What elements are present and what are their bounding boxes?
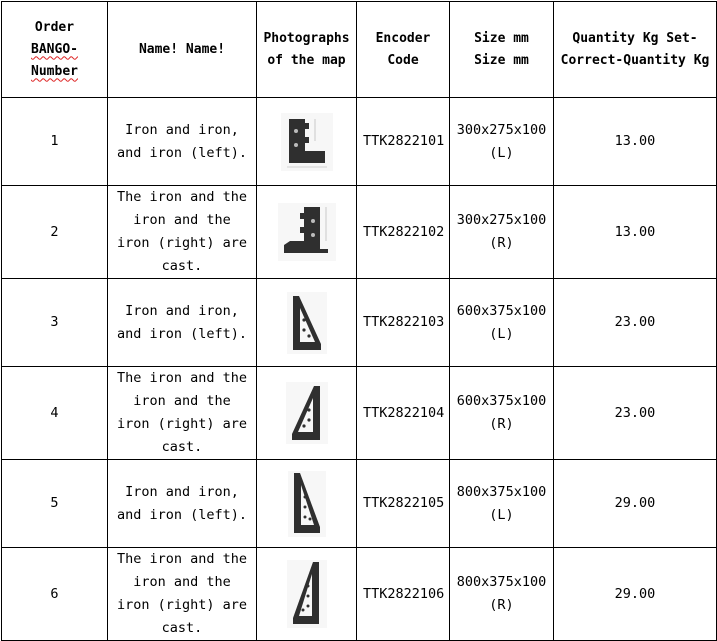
header-quantity: Quantity Kg Set-Correct-Quantity Kg [554, 2, 717, 98]
header-name: Name! Name! [108, 2, 257, 98]
encoder-code-cell: TTK2822106 [357, 548, 450, 641]
table-row [2, 279, 717, 367]
header-photo: Photographs of the map [257, 2, 357, 98]
order-number-cell: 4 [2, 367, 108, 460]
size-cell [450, 367, 554, 460]
photo-cell [257, 367, 357, 460]
weight-cell: 23.00 [554, 367, 717, 460]
header-row [2, 2, 717, 98]
header-code: Encoder Code [357, 2, 450, 98]
size-side: (L) [489, 506, 514, 523]
order-number-cell: 3 [2, 279, 108, 367]
photo-cell [257, 279, 357, 367]
size-cell [450, 548, 554, 641]
order-number-cell: 2 [2, 186, 108, 279]
table-row [2, 186, 717, 279]
product-name-cell: The iron and the iron and the iron (right) are cast. [108, 548, 257, 641]
size-value: 300x275x100 [456, 212, 547, 228]
encoder-code-cell: TTK2822105 [357, 460, 450, 548]
product-spec-table [1, 1, 717, 641]
product-name-cell: Iron and iron, and iron (left). [108, 98, 257, 186]
product-name-cell: The iron and the iron and the iron (right) are cast. [108, 367, 257, 460]
angle-plate-right-icon [284, 380, 330, 446]
tall-angle-plate-right-icon [285, 558, 329, 630]
weight-cell: 23.00 [554, 279, 717, 367]
weight-cell: 29.00 [554, 460, 717, 548]
table-row [2, 460, 717, 548]
size-value: 300x275x100 [456, 121, 547, 138]
size-side: (L) [489, 144, 514, 161]
order-number-cell: 6 [2, 548, 108, 641]
l-bracket-left-icon [279, 111, 335, 173]
size-cell [450, 98, 554, 186]
header-order-line2: BANGO-Number [31, 41, 78, 79]
order-number-cell: 5 [2, 460, 108, 548]
table-row [2, 548, 717, 641]
weight-cell: 13.00 [554, 186, 717, 279]
product-name-cell: Iron and iron, and iron (left). [108, 460, 257, 548]
size-cell [450, 186, 554, 279]
header-size: Size mm Size mm [450, 2, 554, 98]
size-side: (R) [489, 597, 514, 613]
angle-plate-left-icon [285, 290, 329, 356]
table-row [2, 98, 717, 186]
table-row [2, 367, 717, 460]
weight-cell: 13.00 [554, 98, 717, 186]
encoder-code-cell: TTK2822101 [357, 98, 450, 186]
size-cell [450, 460, 554, 548]
weight-cell: 29.00 [554, 548, 717, 641]
l-bracket-right-icon [276, 201, 338, 263]
order-number-cell: 1 [2, 98, 108, 186]
product-name-cell: Iron and iron, and iron (left). [108, 279, 257, 367]
size-value: 600x375x100 [456, 302, 547, 319]
header-order-line1: Order [34, 19, 75, 35]
tall-angle-plate-left-icon [286, 469, 328, 539]
photo-cell [257, 186, 357, 279]
size-value: 800x375x100 [456, 574, 547, 590]
encoder-code-cell: TTK2822103 [357, 279, 450, 367]
photo-cell [257, 460, 357, 548]
product-name-cell: The iron and the iron and the iron (right) are cast. [108, 186, 257, 279]
size-value: 800x375x100 [456, 483, 547, 500]
encoder-code-cell: TTK2822102 [357, 186, 450, 279]
size-value: 600x375x100 [456, 393, 547, 409]
size-side: (R) [489, 235, 514, 251]
size-side: (L) [489, 325, 514, 342]
size-cell [450, 279, 554, 367]
photo-cell [257, 98, 357, 186]
photo-cell [257, 548, 357, 641]
header-order [2, 2, 108, 98]
size-side: (R) [489, 416, 514, 432]
encoder-code-cell: TTK2822104 [357, 367, 450, 460]
